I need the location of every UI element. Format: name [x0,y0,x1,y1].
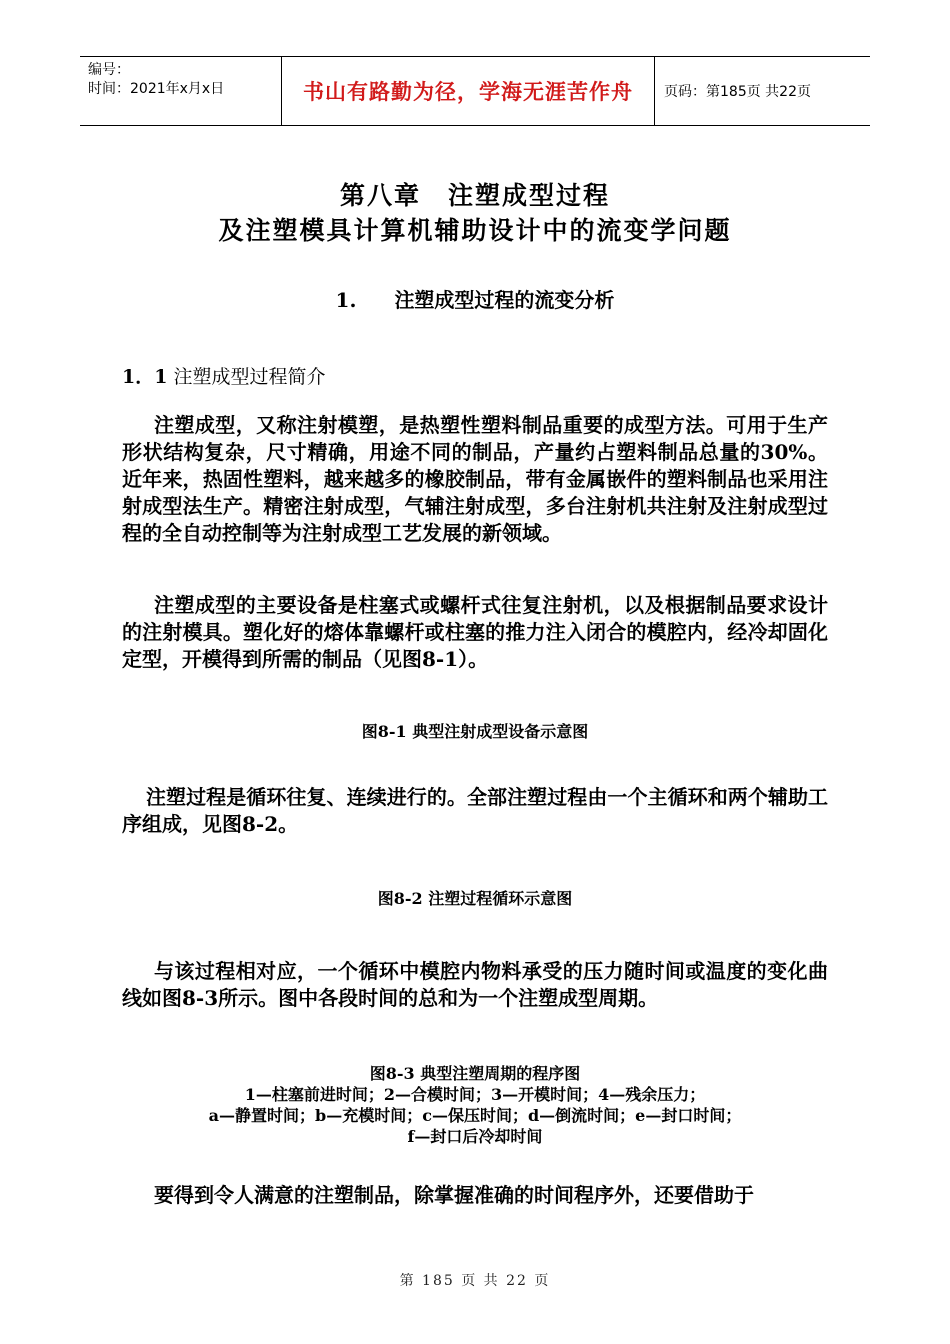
header-page-info: 页码：第185页 共22页 [664,84,811,100]
page-footer: 第 185 页 共 22 页 [399,1273,551,1289]
figure-legend-line2: a—静置时间；b—充模时间；c—保压时间；d—倒流时间；e—封口时间； [208,1106,742,1125]
paragraph-pressure-curve: 与该过程相对应，一个循环中模腔内物料承受的压力随时间或温度的变化曲线如图8-3所示。图中各段时间的总和为一个注塑成型周期。 [122,959,828,1010]
paragraph-equipment: 注塑成型的主要设备是柱塞式或螺杆式往复注射机，以及根据制品要求设计的注射模具。塑化好的熔体靠螺杆或柱塞的推力注入闭合的模腔内，经冷却固化定型，开模得到所需的制品（见图8-1）。 [122,593,828,671]
header-motto: 书山有路勤为径，学海无涯苦作舟 [281,57,655,125]
paragraph-continuation: 要得到令人满意的注塑制品，除掌握准确的时间程序外，还要借助于 [154,1183,754,1207]
header-meta [88,61,278,99]
section-heading [0,284,950,313]
subsection-title: 注塑成型过程简介 [173,366,326,388]
chapter-title-line1: 第八章 注塑成型过程 [339,181,610,210]
figure-caption-8-1: 图8-1 典型注射成型设备示意图 [361,722,589,741]
number-label: 编号： [88,62,130,78]
chapter-title-line2: 及注塑模具计算机辅助设计中的流变学问题 [218,216,732,245]
paragraph-cycle: 注塑过程是循环往复、连续进行的。全部注塑过程由一个主循环和两个辅助工序组成，见图8-2。 [122,785,828,836]
figure-caption-8-2: 图8-2 注塑过程循环示意图 [377,889,573,908]
figure-caption-8-3-title: 图8-3 典型注塑周期的程序图 [369,1064,581,1083]
time-label: 时间：2021年x月x日 [88,81,225,97]
subsection-number: 1．1 [122,366,168,388]
subsection-heading [122,362,326,389]
figure-legend-line3: f—封口后冷却时间 [407,1127,543,1146]
section-number: 1. [335,288,357,312]
figure-caption-8-3 [0,1063,950,1147]
page-header [80,56,870,126]
figure-legend-line1: 1—柱塞前进时间；2—合模时间；3—开模时间；4—残余压力； [244,1085,706,1104]
paragraph-intro: 注塑成型，又称注射模塑，是热塑性塑料制品重要的成型方法。可用于生产形状结构复杂，尺寸精确，用途不同的制品，产量约占塑料制品总量的30%。近年来，热固性塑料，越来越多的橡胶制品，带有金属嵌件的塑料制品也采用注射成型法生产。精密注射成型，气辅注射成型，多台注射机共注射及注射成型过程的全自动控制等为注射成型工艺发展的新领域。 [122,413,828,545]
section-title: 注塑成型过程的流变分析 [394,288,615,312]
